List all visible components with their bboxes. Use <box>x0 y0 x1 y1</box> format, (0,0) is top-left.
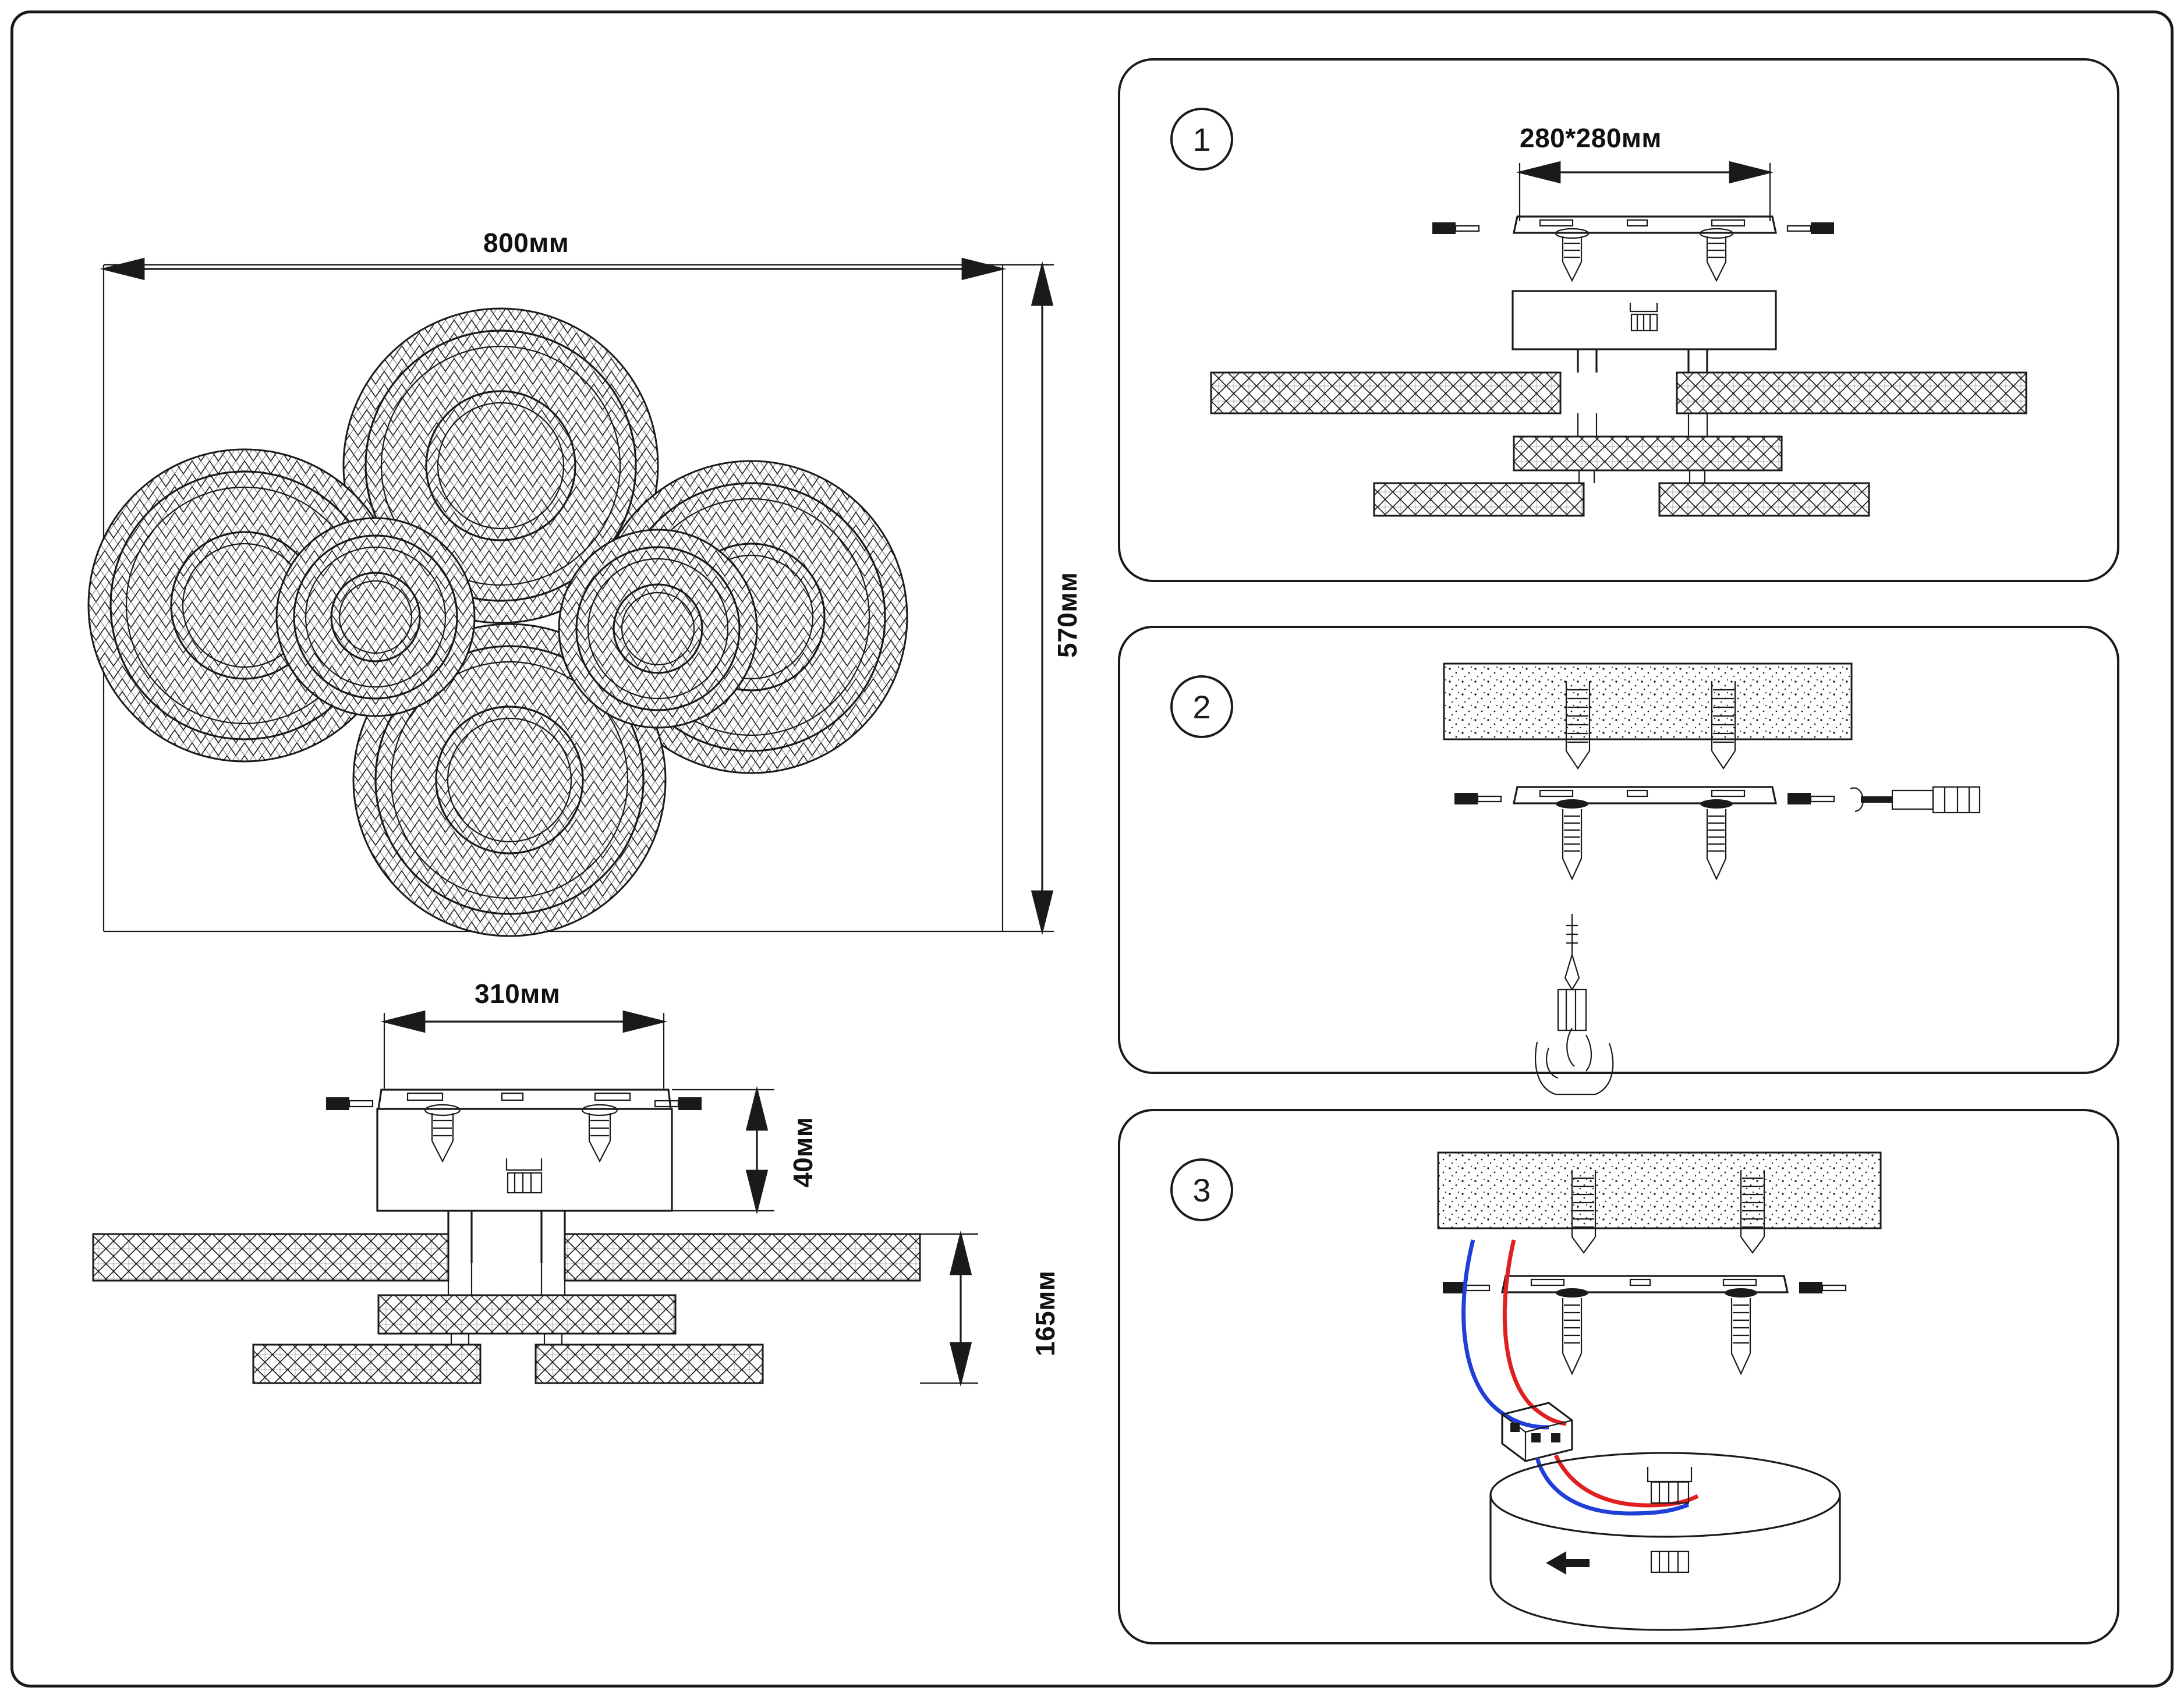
dimension-base-height-label: 40мм <box>788 1116 818 1187</box>
step-2-number: 2 <box>1192 688 1211 725</box>
step-1-number: 1 <box>1192 120 1211 158</box>
wire-live <box>1505 1240 1566 1424</box>
dimension-width-label: 800мм <box>483 228 569 258</box>
dimension-base-width-label: 310мм <box>475 979 561 1009</box>
dimension-total-height-label: 165мм <box>1030 1270 1060 1356</box>
step-3-number: 3 <box>1192 1171 1211 1208</box>
mount-plate-dimension-label: 280*280мм <box>1520 123 1662 153</box>
dimension-height-label: 570мм <box>1052 572 1082 658</box>
